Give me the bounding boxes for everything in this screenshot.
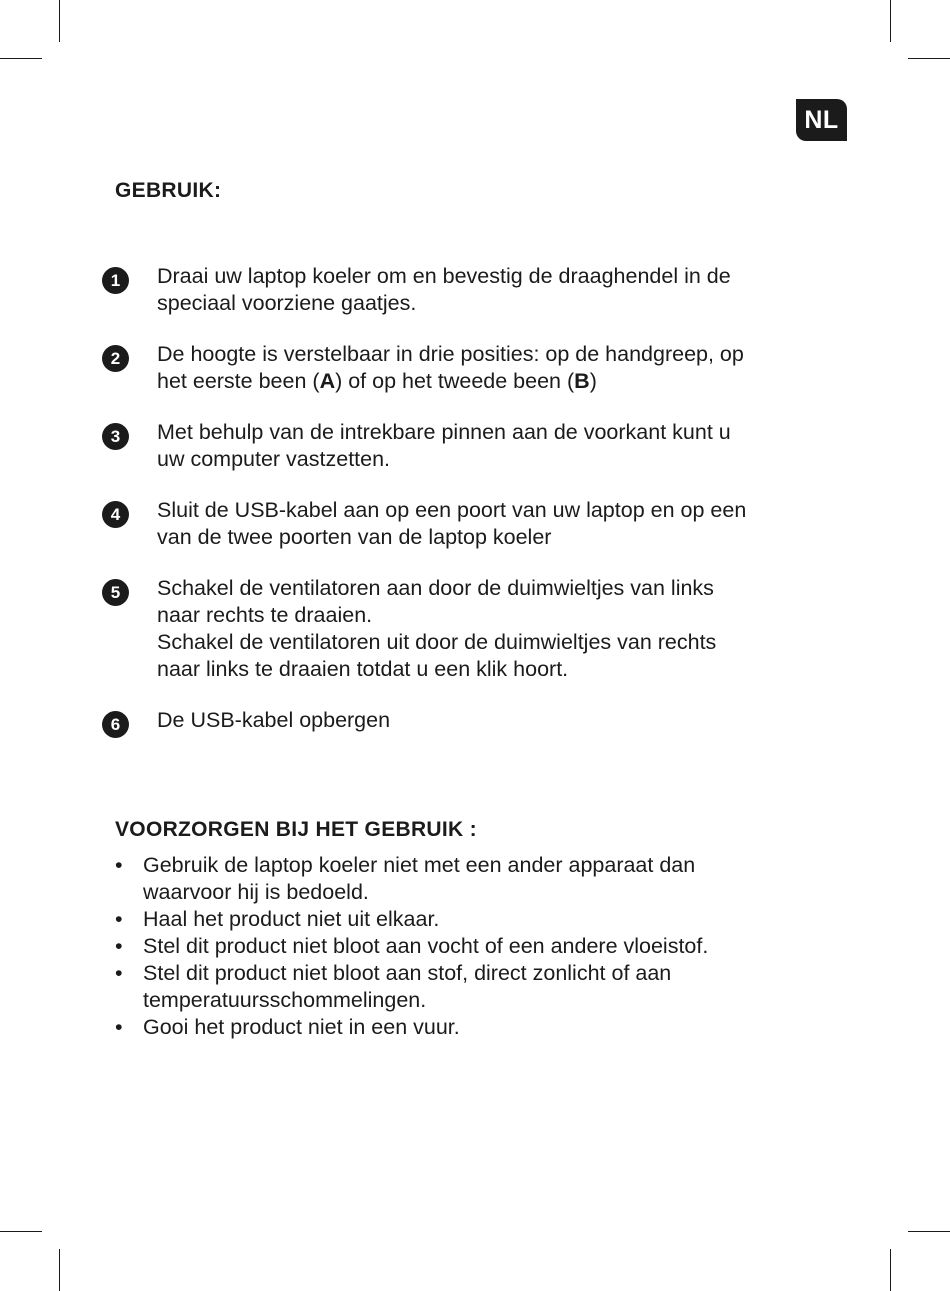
step-line: naar links te draaien totdat u een klik hoort.: [157, 657, 569, 681]
bullet-icon: •: [115, 961, 123, 985]
step-line: Draai uw laptop koeler om en bevestig de draaghendel in de: [157, 264, 731, 288]
crop-mark: [908, 58, 950, 59]
position-label-a: A: [319, 369, 336, 393]
language-badge: NL: [796, 99, 847, 141]
step-line: Schakel de ventilatoren uit door de duimwieltjes van rechts: [157, 630, 717, 654]
step-text: [157, 497, 860, 551]
step-number-icon: 6: [102, 711, 129, 738]
precautions-title: VOORZORGEN BIJ HET GEBRUIK :: [115, 818, 477, 841]
step-line-part: het eerste been (: [157, 369, 320, 393]
bullet-icon: •: [115, 1015, 123, 1039]
precaution-line: temperatuursschommelingen.: [143, 988, 427, 1012]
precaution-line: Gooi het product niet in een vuur.: [143, 1015, 460, 1039]
crop-mark: [890, 0, 891, 42]
usage-title: GEBRUIK:: [115, 179, 222, 202]
step-line: naar rechts te draaien.: [157, 603, 373, 627]
crop-mark: [59, 1249, 60, 1291]
precaution-item: [115, 852, 855, 906]
step-number-icon: 4: [102, 501, 129, 528]
precaution-item: [115, 1014, 855, 1041]
step-number-icon: 5: [102, 579, 129, 606]
step-text: [157, 341, 860, 395]
step-line-part: ): [589, 369, 597, 393]
step-line: Schakel de ventilatoren aan door de duimwieltjes van links: [157, 576, 714, 600]
step-line-part: ) of op het tweede been (: [335, 369, 575, 393]
crop-mark: [908, 1231, 950, 1232]
usage-step: [100, 575, 860, 683]
usage-step: [100, 341, 860, 395]
precaution-line: Gebruik de laptop koeler niet met een ander apparaat dan: [143, 853, 696, 877]
step-line: De USB-kabel opbergen: [157, 708, 391, 732]
step-text: [157, 707, 860, 734]
step-line: Sluit de USB-kabel aan op een poort van uw laptop en op een: [157, 498, 747, 522]
crop-mark: [890, 1249, 891, 1291]
precaution-line: Haal het product niet uit elkaar.: [143, 907, 440, 931]
step-number-icon: 2: [102, 345, 129, 372]
crop-mark: [0, 58, 42, 59]
usage-step: [100, 497, 860, 551]
usage-steps-list: [100, 263, 860, 734]
step-number-icon: 3: [102, 423, 129, 450]
position-label-b: B: [574, 369, 590, 393]
precaution-item: [115, 960, 855, 1014]
step-text: [157, 263, 860, 317]
crop-mark: [0, 1231, 42, 1232]
step-line: De hoogte is verstelbaar in drie posities: op de handgreep, op: [157, 342, 744, 366]
precaution-item: [115, 933, 855, 960]
bullet-icon: •: [115, 934, 123, 958]
step-line: speciaal voorziene gaatjes.: [157, 291, 417, 315]
precautions-list: [115, 852, 855, 1041]
step-line: [157, 368, 860, 395]
step-line: uw computer vastzetten.: [157, 447, 391, 471]
precaution-line: Stel dit product niet bloot aan stof, direct zonlicht of aan: [143, 961, 672, 985]
usage-step: [100, 419, 860, 473]
step-line: Met behulp van de intrekbare pinnen aan de voorkant kunt u: [157, 420, 731, 444]
crop-mark: [59, 0, 60, 42]
bullet-icon: •: [115, 907, 123, 931]
step-text: [157, 419, 860, 473]
usage-step: [100, 263, 860, 317]
precaution-item: [115, 906, 855, 933]
precaution-line: Stel dit product niet bloot aan vocht of een andere vloeistof.: [143, 934, 709, 958]
usage-step: [100, 707, 860, 734]
precaution-line: waarvoor hij is bedoeld.: [143, 880, 369, 904]
step-line: van de twee poorten van de laptop koeler: [157, 525, 552, 549]
step-number-icon: 1: [102, 267, 129, 294]
step-text: [157, 575, 860, 683]
bullet-icon: •: [115, 853, 123, 877]
